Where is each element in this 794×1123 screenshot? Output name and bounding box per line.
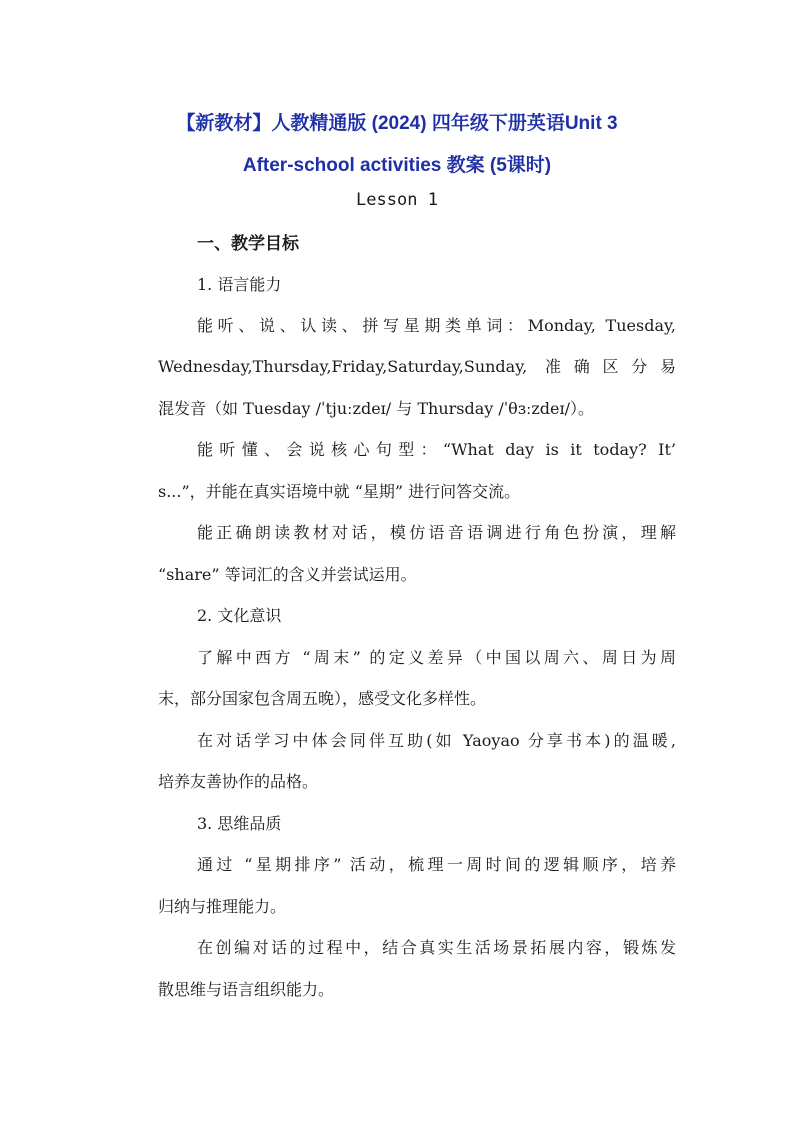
paragraph-5-line-1: 在对话学习中体会同伴互助(如 Yaoyao 分享书本)的温暖, xyxy=(197,731,676,750)
paragraph-5-line-2: 培养友善协作的品格。 xyxy=(158,772,319,791)
paragraph-1-line-3: 混发音（如 Tuesday /ˈtjuːzdeɪ/ 与 Thursday /ˈθɜːzdeɪ/）。 xyxy=(158,399,594,418)
paragraph-6-line-2: 归纳与推理能力。 xyxy=(158,897,287,916)
paragraph-4-line-1: 了解中西方 “周末” 的定义差异（中国以周六、周日为周 xyxy=(197,648,676,667)
subheading-language-ability: 1. 语言能力 xyxy=(197,275,282,294)
paragraph-2-line-1: 能听懂、会说核心句型：“What day is it today? It’ xyxy=(197,440,676,459)
paragraph-4-line-2: 末，部分国家包含周五晚），感受文化多样性。 xyxy=(158,689,487,708)
document-title-line-1: 【新教材】人教精通版 (2024) 四年级下册英语Unit 3 xyxy=(176,113,618,134)
subheading-thinking-quality: 3. 思维品质 xyxy=(197,814,282,833)
paragraph-7-line-1: 在创编对话的过程中，结合真实生活场景拓展内容，锻炼发 xyxy=(197,938,676,957)
paragraph-2-line-2: s...”，并能在真实语境中就 “星期” 进行问答交流。 xyxy=(158,482,521,501)
section-heading-objectives: 一、教学目标 xyxy=(197,234,299,254)
paragraph-1-line-1: 能听、说、认读、拼写星期类单词：Monday, Tuesday, xyxy=(197,316,676,335)
paragraph-7-line-2: 散思维与语言组织能力。 xyxy=(158,980,335,999)
subheading-cultural-awareness: 2. 文化意识 xyxy=(197,606,282,625)
paragraph-1-line-2: Wednesday,Thursday,Friday,Saturday,Sunday, 准确区分易 xyxy=(158,357,676,376)
paragraph-3-line-1: 能正确朗读教材对话，模仿语音语调进行角色扮演，理解 xyxy=(197,523,676,542)
document-title-line-2: After-school activities 教案 (5课时) xyxy=(242,155,552,176)
paragraph-6-line-1: 通过 “星期排序” 活动，梳理一周时间的逻辑顺序，培养 xyxy=(197,855,676,874)
lesson-label: Lesson 1 xyxy=(356,190,438,210)
paragraph-3-line-2: “share” 等词汇的含义并尝试运用。 xyxy=(158,565,417,584)
